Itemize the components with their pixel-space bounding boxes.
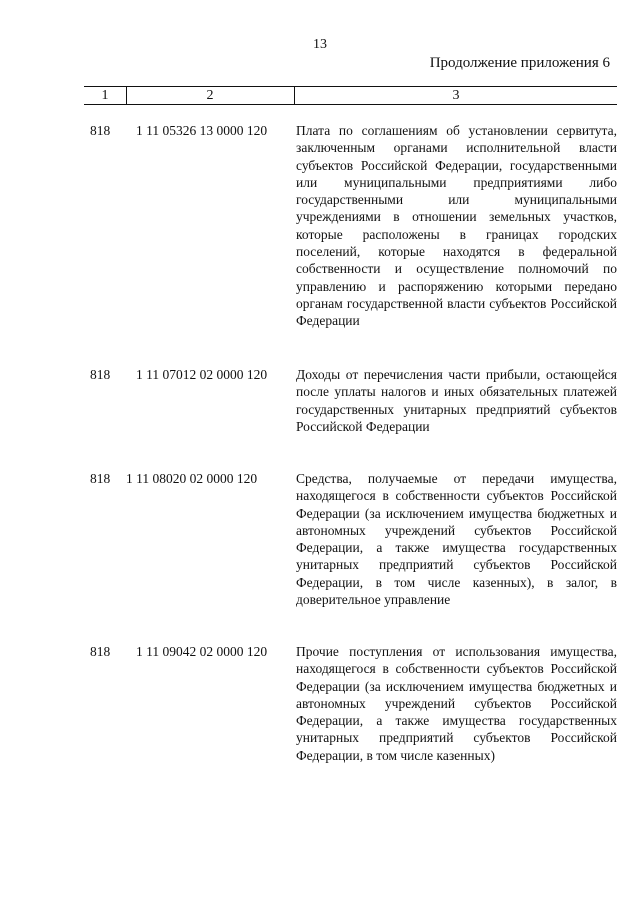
column-1-header: 1 (84, 87, 127, 104)
column-2-header: 2 (126, 87, 295, 104)
income-description: Прочие поступления от использования имущества, находящегося в собственности субъектов Российской Федерации (за исключением имущества бюджетных и автономных учреждений субъектов Российской Федерации, а также имущества государственных унитарных предприятий субъектов Российской Федерации, в том числе казенных) (296, 644, 617, 763)
income-description: Доходы от перечисления части прибыли, остающейся после уплаты налогов и иных обязательных платежей государственных унитарных предприятий субъектов Российской Федерации (296, 367, 617, 434)
appendix-continuation-title: Продолжение приложения 6 (429, 55, 610, 71)
budget-classification-code: 1 11 05326 13 0000 120 (136, 123, 268, 138)
budget-classification-code: 1 11 08020 02 0000 120 (126, 471, 258, 486)
page-number: 13 (313, 37, 327, 52)
admin-code: 818 (90, 123, 111, 138)
admin-code: 818 (90, 367, 111, 382)
admin-code: 818 (90, 471, 111, 486)
budget-classification-code: 1 11 09042 02 0000 120 (136, 644, 268, 659)
income-description: Плата по соглашениям об установлении сервитута, заключенным органами исполнительной власти субъектов Российской Федерации, государственными или муниципальными предприятиями либо государственными или муниципальными учреждениями в отношении земельных участков, которые расположены в границах городских поселений, которые находятся в федеральной собственности и осуществление полномочий по управлению и распоряжению которыми передано органам государственной власти субъектов Российской Федерации (296, 123, 617, 329)
income-description: Средства, получаемые от передачи имущества, находящегося в собственности субъектов Российской Федерации (за исключением имущества бюджетных и автономных учреждений субъектов Российской Федерации, а также имущества государственных унитарных предприятий субъектов Российской Федерации, в том числе казенных), в залог, в доверительное управление (296, 471, 617, 608)
column-3-header: 3 (452, 88, 460, 103)
budget-classification-code: 1 11 07012 02 0000 120 (136, 367, 268, 382)
table-header-row (84, 86, 617, 105)
admin-code: 818 (90, 644, 111, 659)
